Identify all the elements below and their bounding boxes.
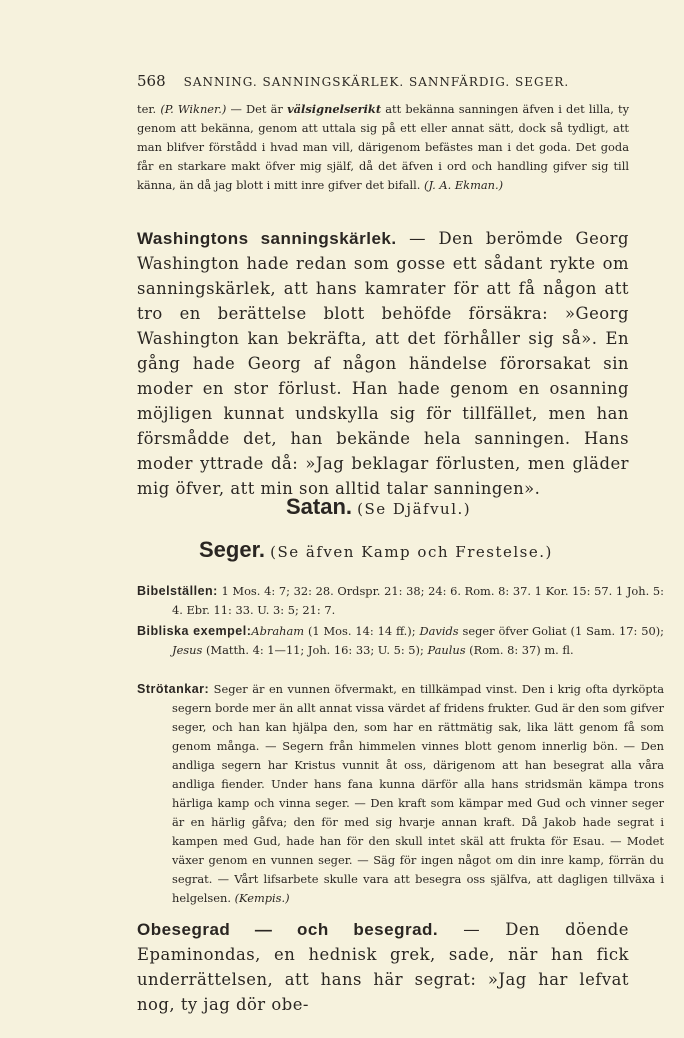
example-name: Abraham (251, 624, 305, 638)
satan-title: Satan. (286, 494, 353, 519)
strotankar-label: Strötankar: (137, 682, 210, 696)
bibliska-exempel-label: Bibliska exempel: (137, 624, 252, 638)
intro-text: att bekänna sanningen äfven i det lilla, ty genom att bekänna, genom att uttala sig på ett eller annat sätt, dock så tydligt, att man blifver förstådd i hvad man vill, därigenom befästes man i det goda. Det goda får en starkare makt öfver mig själf, då det äfven i ord och handling gifver sig till känna, än då jag blott i mitt inre gifver det bifall. (137, 102, 630, 192)
obesegrad-body: — Den döende Epaminondas, en hednisk grek, sade, när han fick underrättelsen, att hans här segrat: »Jag har lefvat nog, ty jag dör obe- (137, 920, 629, 1014)
strotankar-text: Seger är en vunnen öfvermakt, en tillkämpad vinst. Den i krig ofta dyrköpta segern borde mer än allt annat vissa värdet af fridens frukter. Gud är den som gifver seger, och han kan hjälpa den, som har en rättmätig sak, lika lätt genom få som genom många. — Segern från himmelen vinnes blott genom innerlig bön. — Den andliga segern har Kristus vunnit åt oss, därigenom att han besegrat alla våra andliga fiender. Under hans fana kunna därför alla hans stridsmän kämpa trons härliga kamp och vinna seger. — Den kraft som kämpar med Gud och vinner seger är en härlig gåfva; den för med sig hvarje annan kraft. Då Jakob hade segrat i kampen med Gud, hade han för den skull intet skäl att frukta för Esau. — Modet växer genom en vunnen seger. — Säg för ingen något om din inre kamp, förrän du segrat. — Vårt lifsarbete skulle vara att besegra oss själfva, att dagligen tillväxa i helgelsen. (172, 682, 664, 905)
bibliska-exempel-entry (137, 622, 664, 660)
page-number: 568 (137, 72, 166, 90)
author-citation: (J. A. Ekman.) (424, 178, 504, 192)
washington-body: — Den berömde Georg Washington hade redan som gosse ett sådant rykte om sanningskärlek, att hans kamrater för att få någon att tro en berättelse blott behöfde försäkra: »Georg Washington kan bekräfta, att det förhåller sig så». En gång hade Georg af någon händelse förorsakat sin moder en stor förlust. Han hade genom en osanning möjligen kunnat undskylla sig för tillfället, men han försmådde det, han bekände hela sanningen. Hans moder yttrade då: »Jag beklagar förlusten, men gläder mig öfver, att min son alltid talar sanningen». (137, 229, 630, 498)
obesegrad-paragraph (137, 917, 629, 1017)
example-text: seger öfver Goliat (1 Sam. 17: 50); (458, 624, 664, 638)
running-title: SANNING. SANNINGSKÄRLEK. SANNFÄRDIG. SEGER. (183, 75, 570, 89)
author-citation: (P. Wikner.) (160, 102, 227, 116)
intro-text: — Det är (226, 102, 288, 116)
example-name: Paulus (427, 643, 466, 657)
bibelstallen-label: Bibelställen: (137, 584, 218, 598)
satan-entry (286, 494, 684, 520)
example-text: (Rom. 8: 37) m. fl. (465, 643, 574, 657)
example-name: Davids (419, 624, 459, 638)
example-text: (Matth. 4: 1—11; Joh. 16: 33; U. 5: 5); (202, 643, 428, 657)
running-header (137, 72, 637, 90)
example-text: (1 Mos. 14: 14 ff.); (304, 624, 420, 638)
seger-reference: (Se äfven Kamp och Frestelse.) (270, 543, 553, 561)
seger-title: Seger. (199, 537, 266, 562)
author-citation: (Kempis.) (234, 891, 290, 905)
obesegrad-heading: Obesegrad — och besegrad. (137, 920, 439, 939)
satan-reference: (Se Djäfvul.) (357, 500, 472, 518)
washington-heading: Washingtons sanningskärlek. (137, 229, 397, 248)
bibelstallen-entry (137, 582, 664, 620)
seger-entry (199, 537, 684, 563)
emphasized-word: välsignelserikt (287, 102, 382, 116)
intro-paragraph (137, 100, 629, 195)
washington-paragraph (137, 226, 629, 501)
intro-text: ter. (137, 102, 161, 116)
bibelstallen-text: 1 Mos. 4: 7; 32: 28. Ordspr. 21: 38; 24: 6. Rom. 8: 37. 1 Kor. 15: 57. 1 Joh. 5: 4. Ebr. 11: 33. U. 3: 5; 21: 7. (172, 584, 664, 617)
strotankar-entry (137, 680, 664, 908)
example-name: Jesus (172, 643, 203, 657)
